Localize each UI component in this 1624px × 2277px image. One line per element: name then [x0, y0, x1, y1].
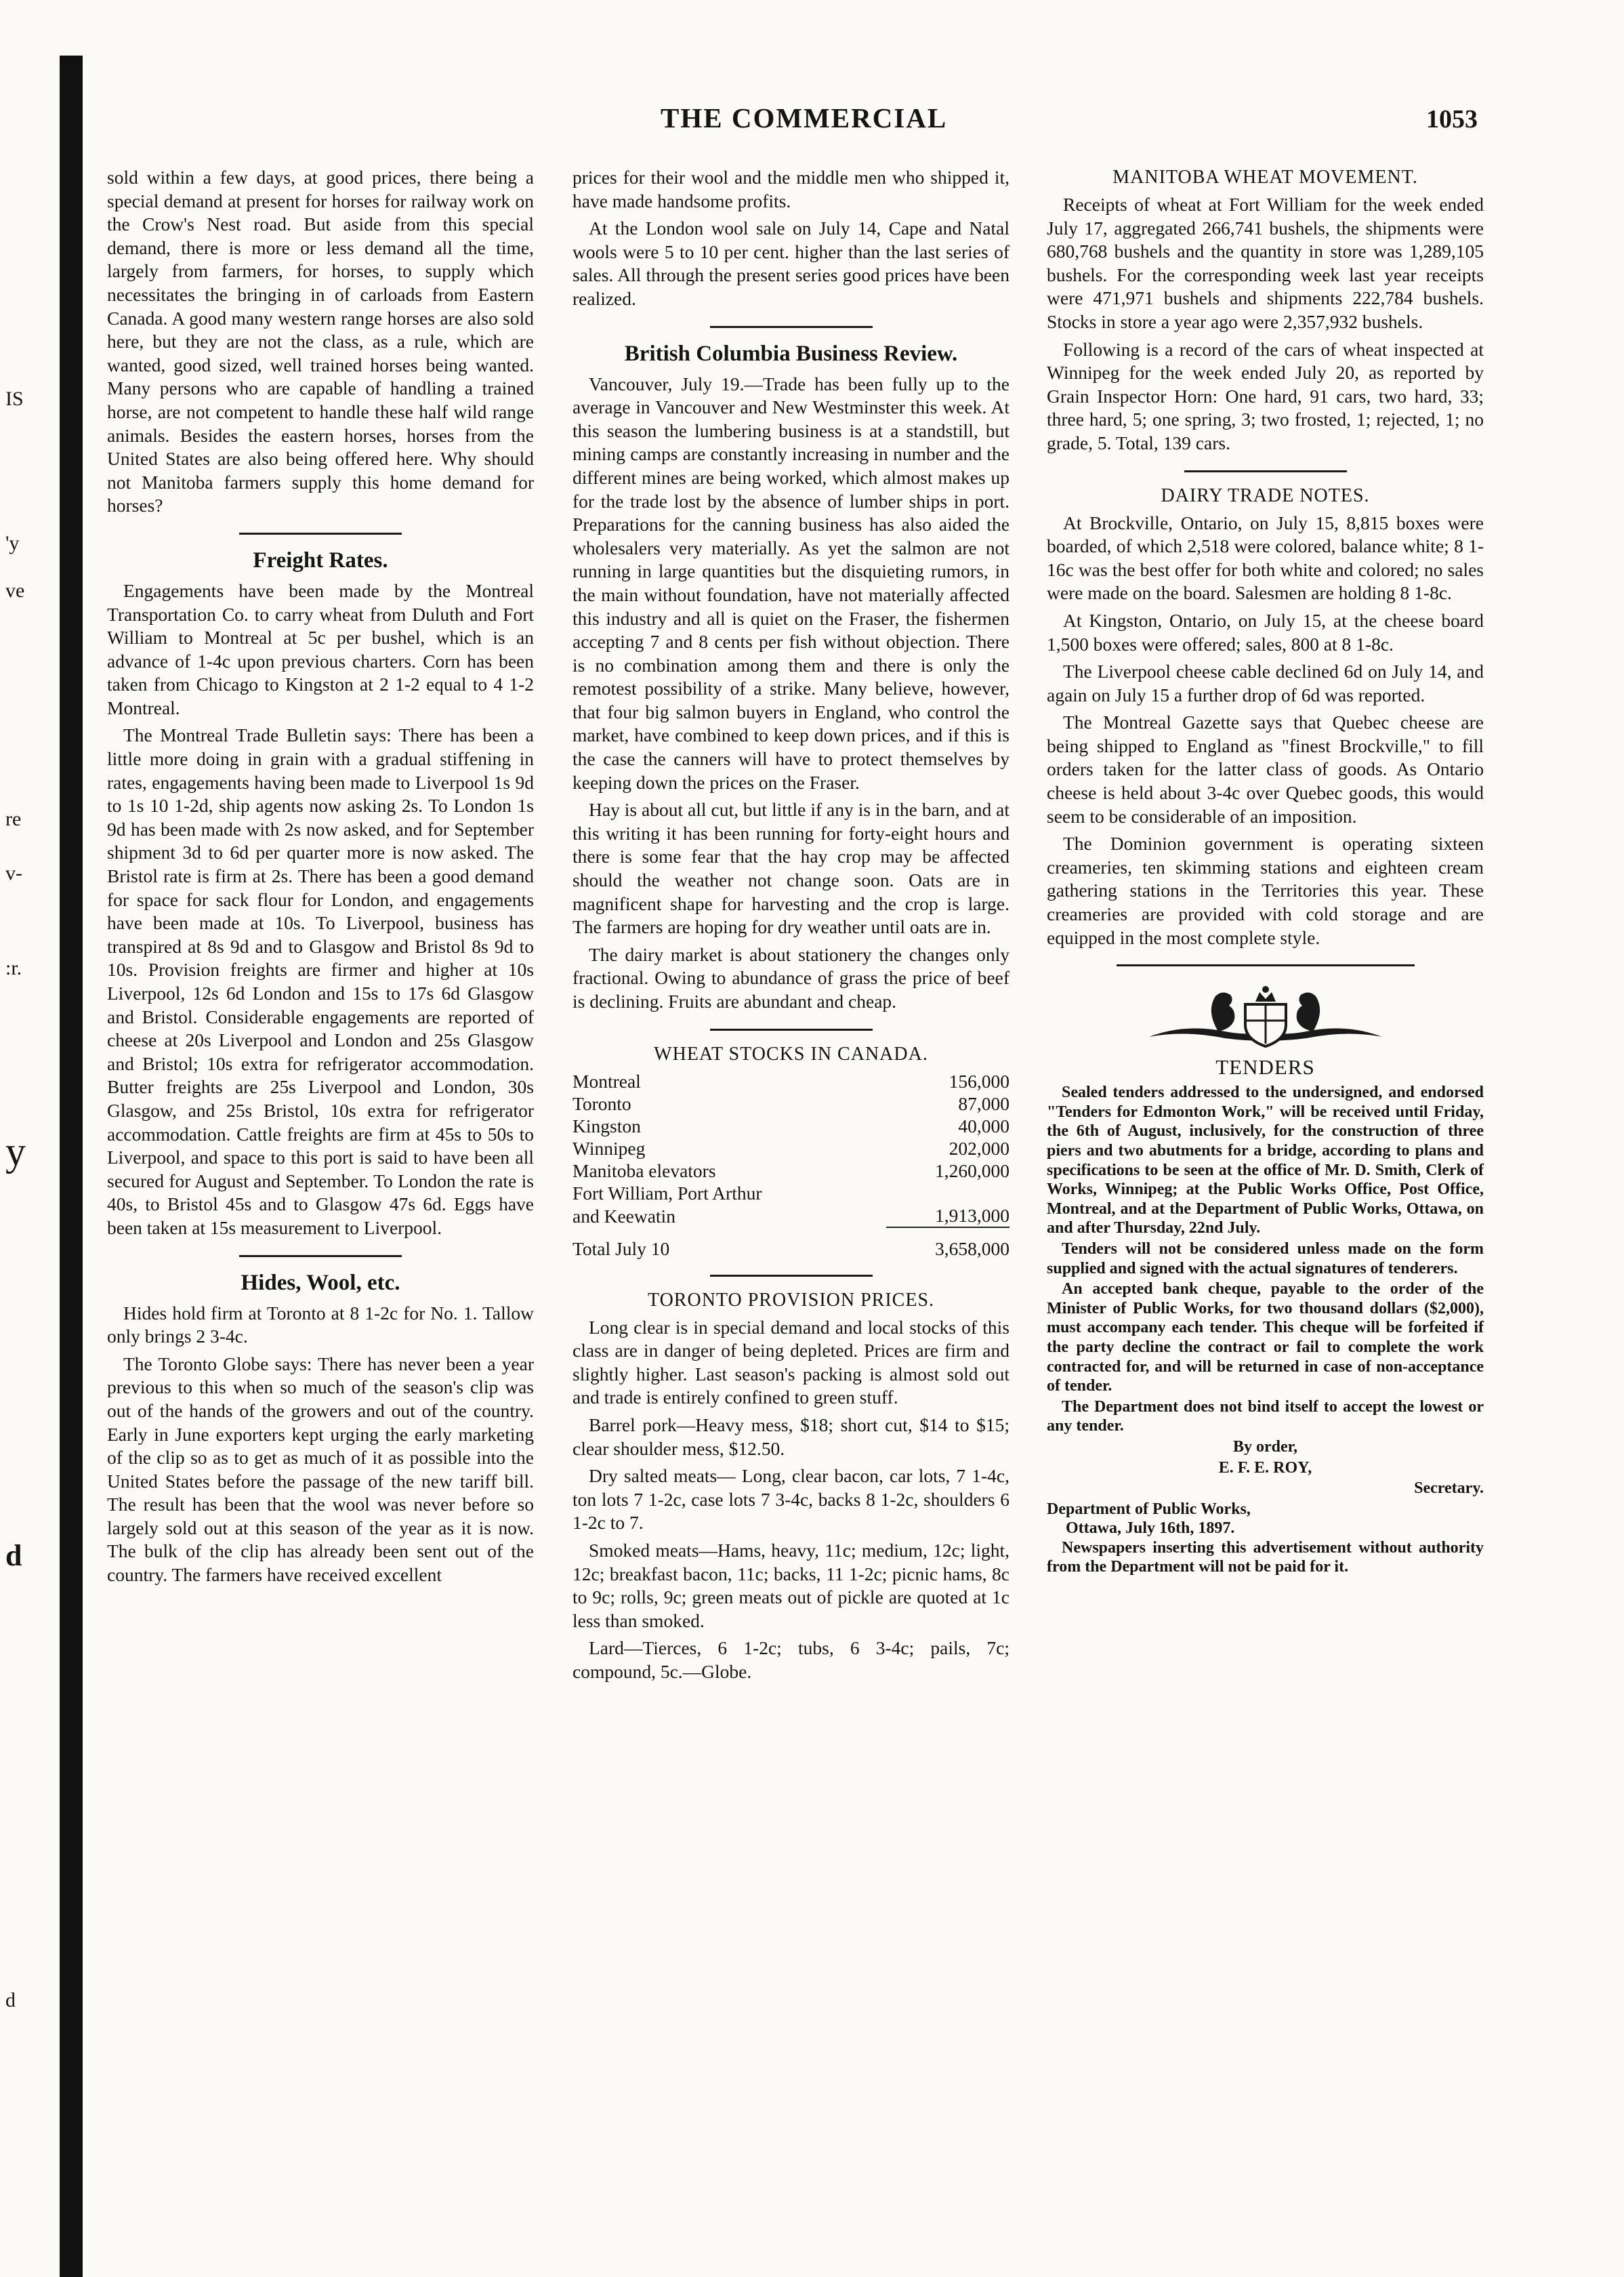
wheat-stocks-row — [572, 1204, 1009, 1227]
place-cell: Fort William, Port Arthur — [572, 1182, 762, 1204]
place-cell: Winnipeg — [572, 1137, 646, 1159]
margin-fragment: re — [5, 808, 22, 830]
wheat-stocks-row — [572, 1070, 1009, 1092]
section-divider — [239, 533, 402, 535]
place-cell: Montreal — [572, 1070, 641, 1092]
article-paragraph: The Montreal Trade Bulletin says: There has been a little more doing in grain with a gradual stiffening in rates, engagements having been made to Liverpool 1s 9d to 1s 10 1-2d, ship agents now asking 2s. To London 1s 9d has been made with 2s now asked, and for September shipment 3d to 6d per quarter more is now asked. The Bristol rate is firm at 2s. There has been a good demand for space for sack flour for London, and engagements have been made at 10s. To Liverpool, business has transpired at 8s 9d and to Glasgow and Bristol 8s 9d to 10s. Provision freights are firmer and higher at 10s Liverpool, 12s 6d London and 15s to 17s 6d Glasgow and Bristol. Considerable engagements are reported of cheese at 20s Liverpool and London and 25s Glasgow and Bristol; 10s extra for refrigerator accommodation. Butter freights are 25s Liverpool and London, 30s Glasgow, and 25s Bristol, 10s extra for refrigerator accommodation. Cattle freights are firm at 45s to 50s to Liverpool, and space to this port is said to have been all secured for August and September. To London the rate is 40s, to Bristol 45s and to Glasgow 47s 6d. Eggs have been taken at 15s measurement to Liverpool. — [107, 724, 534, 1238]
value-cell: 1,913,000 — [935, 1204, 1009, 1226]
section-divider — [239, 1255, 402, 1257]
article-paragraph: The Liverpool cheese cable declined 6d on July 14, and again on July 15 a further drop of 6d was reported. — [1047, 661, 1484, 705]
value-cell: 87,000 — [958, 1092, 1009, 1114]
tender-paragraph: Tenders will not be considered unless made on the form supplied and signed with the actual signatures of tenderers. — [1047, 1239, 1484, 1277]
margin-fragment: v- — [5, 862, 22, 884]
tenders-advertisement — [1047, 1083, 1484, 1577]
publication-title: THE COMMERCIAL — [661, 102, 948, 134]
article-paragraph: Receipts of wheat at Fort William for the week ended July 17, aggregated 266,741 bushels, the shipments were 680,768 bushels and the quantity in store was 1,289,105 bushels. For the corresponding week last year receipts were 471,971 bushels and shipments 222,784 bushels. Stocks in store a year ago were 2,357,932 bushels. — [1047, 194, 1484, 332]
wheat-stocks-row — [572, 1182, 1009, 1204]
value-cell: 40,000 — [958, 1115, 1009, 1136]
article-paragraph: At the London wool sale on July 14, Cape and Natal wools were 5 to 10 per cent. higher than the last series of sales. All through the present series good prices have been realized. — [572, 218, 1009, 309]
column-2 — [572, 166, 1009, 1688]
section-divider — [710, 1275, 873, 1277]
margin-fragment: d — [5, 1989, 16, 2011]
place-cell: Manitoba elevators — [572, 1160, 716, 1181]
tender-paragraph: The Department does not bind itself to accept the lowest or any tender. — [1047, 1397, 1484, 1435]
total-value: 3,658,000 — [886, 1227, 1009, 1260]
dateline: Ottawa, July 16th, 1897. — [1066, 1519, 1235, 1538]
signature-title: Secretary. — [1414, 1479, 1484, 1498]
wheat-stocks-total-row — [572, 1227, 1009, 1260]
dairy-trade-notes-heading: DAIRY TRADE NOTES. — [1161, 485, 1370, 506]
article-paragraph: Engagements have been made by the Montreal Transportation Co. to carry wheat from Duluth and Fort William to Montreal at 5c per bushel, which is an advance of 1-4c upon previous charters. Corn has been taken from Chicago to Kingston at 2 1-2 equal to 4 1-2 Montreal. — [107, 579, 534, 718]
freight-rates-heading: Freight Rates. — [253, 548, 388, 573]
wheat-stocks-row — [572, 1137, 1009, 1160]
wheat-stocks-row — [572, 1160, 1009, 1182]
place-cell: Kingston — [572, 1115, 641, 1136]
article-paragraph: Vancouver, July 19.—Trade has been fully up to the average in Vancouver and New Westminster this week. At this season the lumbering business is at a standstill, but mining camps are constantly increasing in number and the different mines are being worked, which almost makes up for the trade lost by the absence of lumber ships in port. Preparations for the canning business has also aided the wholesalers very materially. As yet the salmon are not running in large quantities but the disquieting rumors, in the main without foundation, have not materially affected this industry and all is quiet on the Fraser, the fishermen accepting 7 and 8 cents per fish without objection. There is no combination among them and there is only the remotest possibility of a strike. Many believe, however, that four big salmon buyers in England, who control the market, have combined to keep down prices, and if this is the case the canners will have to protect themselves by keeping down the prices on the Fraser. — [572, 373, 1009, 793]
royal-coat-of-arms-icon — [1144, 984, 1388, 1052]
signature-name: E. F. E. ROY, — [1218, 1458, 1312, 1477]
column-3 — [1047, 166, 1484, 1578]
value-cell: 156,000 — [949, 1070, 1009, 1092]
bc-business-review-heading: British Columbia Business Review. — [624, 341, 958, 366]
article-paragraph: Hides hold firm at Toronto at 8 1-2c for No. 1. Tallow only brings 2 3-4c. — [107, 1302, 534, 1347]
article-paragraph: Long clear is in special demand and local stocks of this class are in danger of being depleted. Prices are firm and slightly higher. Last season's packing is almost sold out and trade is entirely confined to green stuff. — [572, 1316, 1009, 1408]
tender-paragraph: An accepted bank cheque, payable to the order of the Minister of Public Works, for two thousand dollars ($2,000), must accompany each tender. This cheque will be forfeited if the party decline the contract or fail to complete the work contracted for, and will be returned in case of non-acceptance of tender. — [1047, 1280, 1484, 1395]
manitoba-wheat-movement-heading: MANITOBA WHEAT MOVEMENT. — [1112, 167, 1418, 188]
section-divider — [1117, 964, 1415, 966]
article-continuation-paragraph: sold within a few days, at good prices, there being a special demand at present for horses for railway work on the Crow's Nest road. But aside from this special demand, there is more or less demand all the time, largely from farmers, for horses, to supply which necessitates the bringing in of carloads from Eastern Canada. A good many western range horses are also sold here, but they are not the class, as a rule, which are wanted, good sized, well trained horses being wanted. Many persons who are capable of handling a trained horse, are not competent to handle these half wild range animals. Besides the eastern horses, horses from the United States are also being offered here. Why should not Manitoba farmers supply this home demand for horses? — [107, 167, 534, 516]
page-number: 1053 — [1426, 105, 1478, 134]
article-paragraph: Hay is about all cut, but little if any is in the barn, and at this writing it has been running for forty-eight hours and there is some fear that the hay crop may be affected should the weather not change soon. Oats are in magnificent shape for harvesting and the crop is large. The farmers are hoping for dry weather until oats are in. — [572, 799, 1009, 938]
signature-by: By order, — [1232, 1437, 1298, 1456]
wheat-stocks-row — [572, 1092, 1009, 1115]
wheat-stocks-heading: WHEAT STOCKS IN CANADA. — [654, 1043, 928, 1065]
article-paragraph: The Toronto Globe says: There has never been a year previous to this when so much of the season's clip was out of the hands of the growers and out of the country. Early in June exporters kept urging the early marketing of the clip so as to get as much of it as possible into the United States before the passage of the new tariff bill. The result has been that the wool was never before so largely sold out at this season of the year as it is now. The bulk of the clip has already been sent out of the country. The farmers have received excellent — [107, 1353, 534, 1586]
place-cell: Toronto — [572, 1092, 631, 1114]
article-paragraph: Dry salted meats— Long, clear bacon, car lots, 7 1-4c, ton lots 7 1-2c, case lots 7 3-4c, backs 8 1-2c, shoulders 6 1-2c to 7. — [572, 1465, 1009, 1534]
article-paragraph: The Dominion government is operating sixteen creameries, ten skimming stations and eighteen cream gathering stations in the Territories this year. These creameries are provided with cold storage and are equipped in the most complete style. — [1047, 833, 1484, 948]
place-cell: and Keewatin — [572, 1205, 675, 1227]
value-cell — [886, 1182, 1009, 1204]
masthead — [0, 102, 1624, 142]
article-paragraph: At Brockville, Ontario, on July 15, 8,815 boxes were boarded, of which 2,518 were colored, balance white; 8 1-16c was the best offer for both white and colored; no sales were made on the board. Salesmen are holding 8 1-8c. — [1047, 512, 1484, 604]
article-paragraph: The dairy market is about stationery the changes only fractional. Owing to abundance of grass the price of beef is declining. Fruits are abundant and cheap. — [572, 943, 1009, 1012]
article-paragraph: Following is a record of the cars of wheat inspected at Winnipeg for the week ended July 20, as reported by Grain Inspector Horn: One hard, 91 cars, two hard, 33; three hard, 5; one spring, 3; two frosted, 1; rejected, 1; no grade, 5. Total, 139 cars. — [1047, 338, 1484, 453]
margin-fragment: ve — [5, 579, 25, 602]
article-paragraph: The Montreal Gazette says that Quebec cheese are being shipped to England as "finest Brockville," to fill orders taken for the latter class of goods. As Ontario cheese is held about 3-4c over Quebec goods, this would seem to be considerable of an imposition. — [1047, 712, 1484, 827]
tender-paragraph: Sealed tenders addressed to the undersigned, and endorsed "Tenders for Edmonton Work," will be received until Friday, the 6th of August, inclusively, for the construction of three piers and two abutments for a bridge, according to plans and specifications to be seen at the office of Mr. D. Smith, Clerk of Works, Winnipeg; at the Public Works Office, Post Office, Montreal, and at the Department of Public Works, Ottawa, on and after Thursday, 22nd July. — [1047, 1084, 1484, 1237]
column-1 — [107, 166, 534, 1591]
margin-fragment: y — [5, 1129, 26, 1174]
section-divider — [710, 1029, 873, 1031]
total-label: Total July 10 — [572, 1237, 670, 1259]
section-divider — [710, 326, 873, 328]
value-cell: 1,260,000 — [935, 1160, 1009, 1181]
article-paragraph: Barrel pork—Heavy mess, $18; short cut, $14 to $15; clear shoulder mess, $12.50. — [572, 1414, 1009, 1459]
margin-fragment: d — [5, 1539, 22, 1572]
scan-binding-edge — [60, 56, 83, 2277]
department-line: Department of Public Works, — [1047, 1500, 1251, 1518]
hides-wool-heading: Hides, Wool, etc. — [241, 1270, 400, 1295]
wheat-stocks-table — [572, 1070, 1009, 1260]
wheat-stocks-row — [572, 1115, 1009, 1137]
newspaper-notice: Newspapers inserting this advertisement without authority from the Department will not be paid for it. — [1047, 1538, 1484, 1576]
margin-fragment: :r. — [5, 957, 22, 979]
margin-fragment: 'y — [5, 532, 20, 554]
section-divider — [1184, 470, 1347, 472]
article-paragraph: Lard—Tierces, 6 1-2c; tubs, 6 3-4c; pails, 7c; compound, 5c.—Globe. — [572, 1637, 1009, 1682]
value-cell: 202,000 — [949, 1137, 1009, 1159]
margin-fragment: IS — [5, 388, 24, 410]
tenders-heading: TENDERS — [1215, 1055, 1315, 1080]
article-continuation-paragraph: prices for their wool and the middle men who shipped it, have made handsome profits. — [572, 167, 1009, 211]
article-paragraph: At Kingston, Ontario, on July 15, at the cheese board 1,500 boxes were offered; sales, 800 at 8 1-8c. — [1047, 609, 1484, 655]
toronto-provision-prices-heading: TORONTO PROVISION PRICES. — [647, 1289, 935, 1311]
article-paragraph: Smoked meats—Hams, heavy, 11c; medium, 12c; light, 12c; breakfast bacon, 11c; backs, 11 1-2c; picnic hams, 8c to 9c; rolls, 9c; green meats out of pickle are quoted at 1c less than smoked. — [572, 1539, 1009, 1631]
